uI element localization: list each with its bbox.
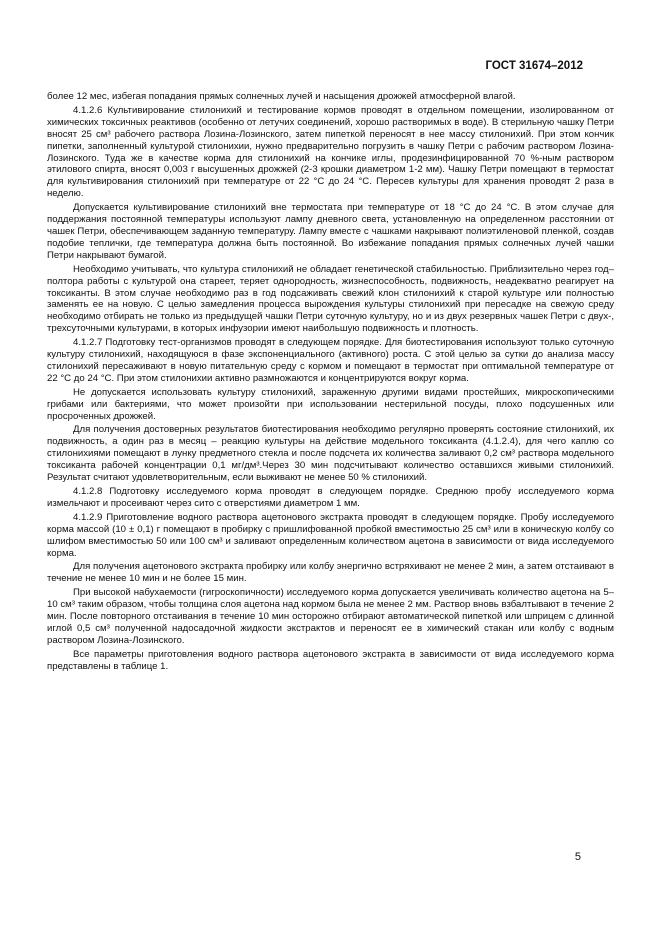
paragraph: При высокой набухаемости (гигроскопичности) исследуемого корма допускается увеличивать количество ацетона на 5–10 см³ таким образом, чтобы толщина слоя ацетона над кормом была не менее 2 мм. Раствор вновь взбалтывают в течение 2 мин. После повторного отстаивания в течение 10 мин осторожно отбирают автоматической пипеткой или шприцем с длинной иглой 0,5 см³ полученной надосадочной жидкости экстрактов и переносят ее в химический стакан или колбу с водным раствором Лозина-Лозинского. (47, 587, 614, 646)
paragraph: более 12 мес, избегая попадания прямых солнечных лучей и насыщения дрожжей атмосферной влагой. (47, 91, 516, 102)
body-text (47, 91, 614, 675)
page-number: 5 (574, 851, 581, 863)
paragraph: Не допускается использовать культуру стилонихий, зараженную другими видами простейших, микроскопическими грибами или бактериями, что может произойти при использовании нестерильной посуды, плохо подсушенных или просроченных дрожжей. (47, 386, 614, 422)
paragraph: Для получения ацетонового экстракта пробирку или колбу энергично встряхивают не менее 2 мин, а затем отстаивают в течение не менее 10 мин и не более 15 мин. (47, 561, 614, 585)
paragraph: Необходимо учитывать, что культура стилонихий не обладает генетической стабильностью. Приблизительно через год–полтора работы с культурой она стареет, теряет однородность, жизнеспособность, подвижность, неадекватно реагирует на токсиканты. В этом случае необходимо раз в год подсаживать свежий клон стилонихий к старой культуре или полностью заменять ее на новую. С целью замедления процесса вырождения культуры стилонихий при пересадке на свежую среду необходимо отбирать не только из предыдущей чашки Петри суточную культуру, но и из двух резервных чашек Петри с двух-, трехсуточными культурами, в которых инфузории имеют наибольшую подвижность и плотность. (47, 263, 614, 335)
paragraph: 4.1.2.9 Приготовление водного раствора ацетонового экстракта проводят в следующем порядке. Пробу исследуемого корма массой (10 ± 0,1) г помещают в пробирку с пришлифованной пробкой вместимостью 25 см³ или в коническую колбу со шлифом вместимостью 50 или 100 см³ и заливают определенным количеством ацетона в зависимости от вида исследуемого корма. (47, 511, 614, 559)
paragraph: Все параметры приготовления водного раствора ацетонового экстракта в зависимости от вида исследуемого корма представлены в таблице 1. (47, 648, 614, 672)
paragraph: 4.1.2.6 Культивирование стилонихий и тестирование кормов проводят в отдельном помещении, изолированном от химических токсичных реактивов (особенно от летучих соединений, хорошо растворимых в воде). В стерильную чашку Петри вносят 25 см³ рабочего раствора Лозина-Лозинского, затем пипеткой переносят в нее массу стилонихий. При этом кончик пипетки, заполненный культурой стилонихии, нужно предварительно погрузить в чашку Петри с рабочим раствором Лозина-Лозинского. Туда же в качестве корма для стилонихий на кончике иглы, продезинфицированной 70 %-ным раствором этилового спирта, вносят 0,003 г высушенных дрожжей (2-3 крошки диаметром 1-2 мм). Чашку Петри помещают в термостат для культивирования стилонихий при температуре от 22 °С до 24 °С. Пересев культуры для хранения проводят 2 раза в неделю. (47, 104, 614, 200)
paragraph: Допускается культивирование стилонихий вне термостата при температуре от 18 °С до 24 °С. В этом случае для поддержания постоянной температуры используют лампу дневного света, установленную на определенном расстоянии от чашек Петри, обеспечивающем заданную температуру. Лампу вместе с чашками накрывают полиэтиленовой пленкой, создав подобие теплички, где температура должна быть постоянной. Во избежание попадания прямых солнечных лучей чашки Петри накрывают бумагой. (47, 202, 614, 261)
paragraph: 4.1.2.7 Подготовку тест-организмов проводят в следующем порядке. Для биотестирования используют только суточную культуру стилонихий, находящуюся в фазе экспоненциального (активного) роста. С этой целью за сутки до анализа массу стилонихий пересаживают в новую питательную среду с кормом и помещают в термостат при оптимальной температуре от 22 °С до 24 °С. При этом стилонихии активно размножаются и концентрируются вокруг корма. (47, 337, 614, 384)
paragraph: 4.1.2.8 Подготовку исследуемого корма проводят в следующем порядке. Среднюю пробу исследуемого корма измельчают и просеивают через сито с отверстиями диаметром 1 мм. (47, 486, 614, 509)
paragraph: Для получения достоверных результатов биотестирования необходимо регулярно проверять состояние стилонихий, их подвижность, а один раз в месяц – реакцию культуры на действие модельного токсиканта (4.1.2.4), для чего каплю со стилонихиями помещают в лунку предметного стекла и после подсчета их количества заливают 0,2 см³ раствора модельного токсиканта рабочей концентрации 0,1 мг/дм³.Через 30 мин подсчитывают количество оставшихся живыми стилонихий. Результат считают удовлетворительным, если выживают не менее 50 % стилонихий. (47, 424, 614, 484)
standard-header: ГОСТ 31674–2012 (485, 60, 583, 72)
